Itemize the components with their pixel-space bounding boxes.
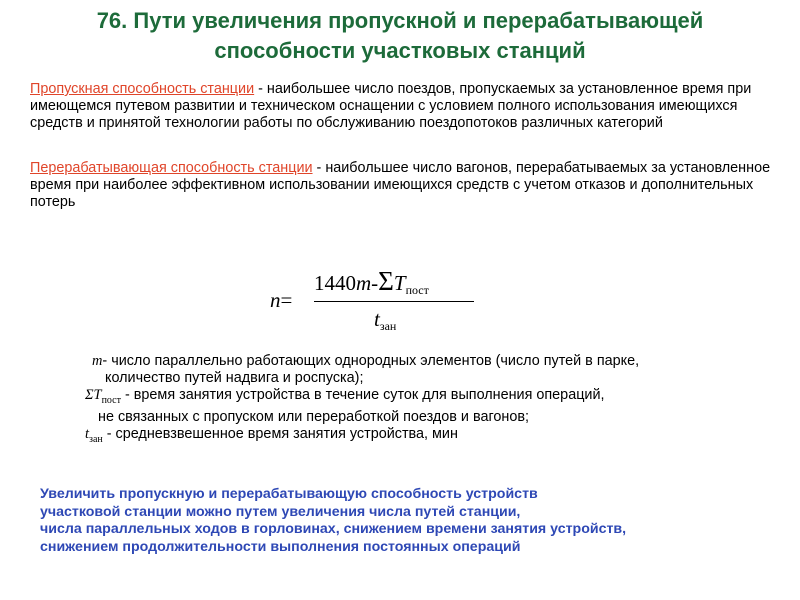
formula-m: m (356, 271, 372, 295)
note-text: количество путей надвига и роспуска); (105, 370, 364, 386)
formula-equals: = (280, 288, 293, 312)
formula-T-subscript: пост (405, 283, 429, 297)
note-text: - средневзвешенное время занятия устройства, мин (102, 425, 458, 442)
conclusion-line: числа параллельных ходов в горловинах, снижением времени занятия устройств, (40, 521, 627, 537)
title-line-2: способности участковых станций (214, 38, 586, 63)
note-item (85, 370, 785, 387)
term-throughput-capacity: Пропускная способность станции (30, 81, 255, 97)
definition-throughput (30, 81, 785, 132)
note-text: - время занятия устройства в течение суток для выполнения операций, (120, 387, 605, 403)
definition-processing-text: - наибольшее число вагонов, перерабатываемых за установленное время при наиболее эффективном использовании имеющихся средств с учетом отказов и дополнительных потерь (30, 160, 771, 210)
conclusion-line: участковой станции можно путем увеличения числа путей станции, (40, 503, 521, 520)
formula-t: t (374, 307, 380, 331)
formula-notes (85, 353, 785, 448)
formula-denominator (374, 307, 396, 334)
note-symbol: ΣT (85, 387, 102, 403)
note-symbol: t (85, 425, 89, 442)
term-processing-capacity: Перерабатывающая способность станции (30, 160, 313, 176)
formula-sigma: Σ (378, 266, 394, 296)
note-item (85, 426, 785, 448)
conclusion-line: Увеличить пропускную и перерабатывающую способность устройств (40, 486, 538, 502)
note-item (85, 353, 785, 370)
note-item (85, 387, 785, 409)
note-text: - число параллельно работающих однородных элементов (число путей в парке, (102, 353, 640, 369)
conclusion (40, 486, 790, 556)
formula-t-subscript: зан (379, 319, 397, 333)
page-title (20, 6, 780, 66)
capacity-formula (270, 262, 510, 342)
formula-lhs (270, 288, 292, 313)
definition-processing (30, 160, 785, 211)
note-subscript: пост (101, 394, 121, 406)
formula-fraction-bar (314, 301, 474, 302)
note-subscript: зан (89, 433, 103, 445)
formula-constant: 1440 (314, 271, 356, 295)
formula-numerator (314, 266, 429, 298)
note-text: не связанных с пропуском или переработкой поездов и вагонов; (98, 408, 529, 425)
note-symbol: m (92, 353, 103, 369)
formula-minus: - (371, 271, 379, 295)
title-line-1: 76. Пути увеличения пропускной и перерабатывающей (96, 8, 704, 33)
definition-throughput-text: - наибольшее число поездов, пропускаемых за установленное время при имеющемся путевом развитии и техническом оснащении с условием полного использования имеющихся средств и принятой технологии работы по обслуживанию поездопотоков различных категорий (30, 81, 752, 131)
note-item (85, 409, 785, 426)
formula-lhs-var: n (270, 288, 281, 312)
formula-T: T (393, 271, 406, 295)
conclusion-line: снижением продолжительности выполнения постоянных операций (40, 538, 521, 555)
